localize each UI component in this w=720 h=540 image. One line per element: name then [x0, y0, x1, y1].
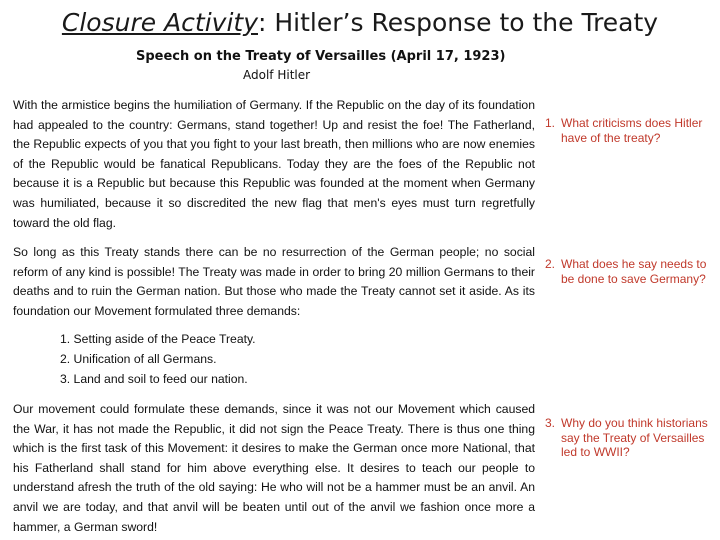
- speech-paragraph-1: With the armistice begins the humiliation of Germany. If the Republic on the day of its foundation had appealed to the country: Germans, stand together! Up and resist the foe! The Fatherland, the Republic expects of you that you fight to your last breath, then millions who are now enemies of the Republic would be fanatical Republicans. Today they are the foes of the Republic not because it is a Republic but because this Republic was founded at the moment when Germany was humiliated, because it so discredited the new flag that men's eyes must turn regretfully toward the old flag.: [13, 98, 535, 230]
- slide-title-lead: Closure Activity: [61, 8, 258, 37]
- question-number: 2.: [545, 257, 556, 271]
- speech-paragraph-2: So long as this Treaty stands there can be no resurrection of the German people; no social reform of any kind is possible! The Treaty was made in order to bring 20 million Germans to their deaths and to ruin the German nation. But those who made the Treaty cannot set it aside. As its foundation our Movement formulated three demands:: [13, 245, 535, 318]
- demands-list: [60, 329, 256, 389]
- question-number: 3.: [545, 416, 556, 430]
- speech-author: Adolf Hitler: [243, 68, 311, 82]
- question-number: 1.: [545, 116, 556, 130]
- question-3: [545, 416, 717, 460]
- question-1: [545, 116, 717, 145]
- question-text: What does he say needs to be done to save Germany?: [561, 257, 707, 286]
- speech-paragraph-3: Our movement could formulate these demands, since it was not our Movement which caused the War, it has not made the Republic, it did not sign the Peace Treaty. There is thus one thing which is the first task of this Movement: it desires to make the German once more National, that his Fatherland shall stand for him above everything else. It desires to teach our people to understand afresh the truth of the old saying: He who will not be a hammer must be an anvil. An anvil we are today, and that anvil will be beaten until out of the anvil we fashion once more a hammer, a German sword!: [13, 402, 535, 534]
- question-2: [545, 257, 717, 286]
- demand-item: 1. Setting aside of the Peace Treaty.: [60, 332, 256, 346]
- question-text: What criticisms does Hitler have of the treaty?: [561, 116, 703, 145]
- demand-item: 3. Land and soil to feed our nation.: [60, 372, 248, 386]
- speech-heading: Speech on the Treaty of Versailles (April 17, 1923): [136, 49, 506, 64]
- slide-title-rest: : Hitler’s Response to the Treaty: [258, 8, 659, 37]
- question-text: Why do you think historians say the Treaty of Versailles led to WWII?: [561, 416, 708, 459]
- slide-title: [0, 8, 720, 37]
- demand-item: 2. Unification of all Germans.: [60, 352, 217, 366]
